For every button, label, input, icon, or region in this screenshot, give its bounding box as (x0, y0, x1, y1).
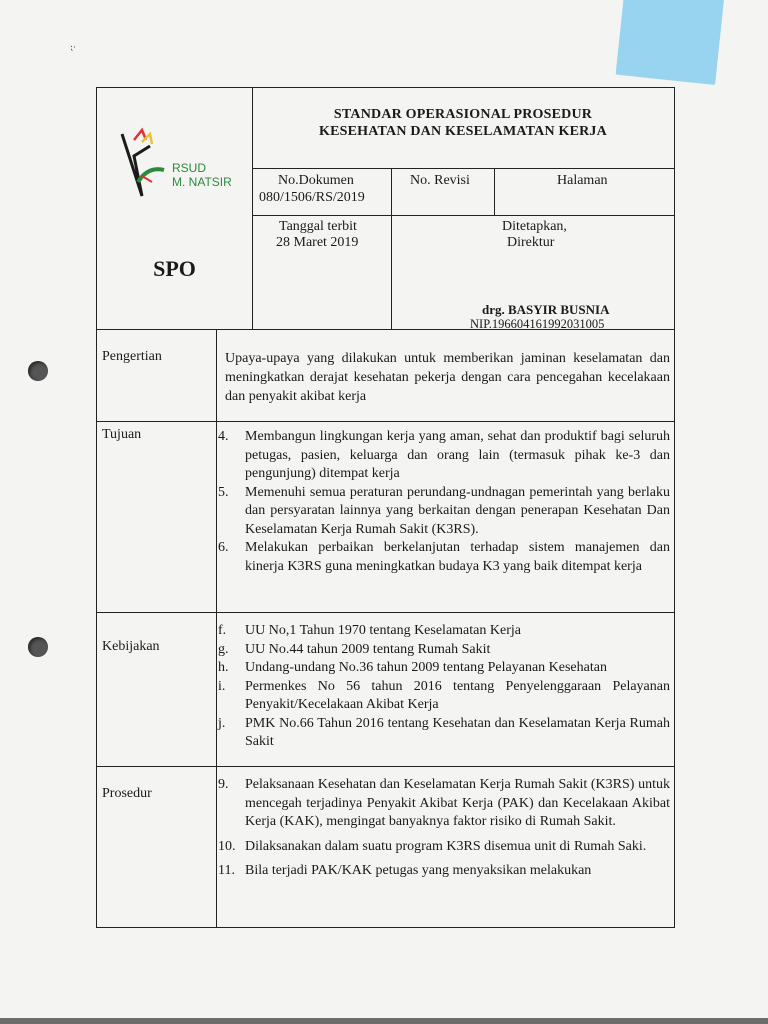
approved-label: Ditetapkan, (502, 219, 567, 234)
list-item: j. PMK No.66 Tahun 2016 tentang Kesehatan dan Keselamatan Kerja Rumah Sakit (218, 715, 670, 749)
issue-date: 28 Maret 2019 (276, 235, 359, 250)
pengertian-label: Pengertian (102, 349, 162, 364)
logo-text-rsud: RSUD (172, 161, 207, 175)
list-item: 11. Bila terjadi PAK/KAK petugas yang menyaksikan melakukan (218, 863, 592, 878)
tujuan-list (218, 428, 670, 576)
approver-nip: NIP.196604161992031005 (470, 317, 605, 331)
approver-name: drg. BASYIR BUSNIA (482, 302, 610, 317)
spo-label: SPO (153, 256, 196, 281)
punch-hole (28, 637, 48, 657)
list-item: h. Undang-undang No.36 tahun 2009 tentang Pelayanan Kesehatan (218, 660, 607, 675)
list-item: i. Permenkes No 56 tahun 2016 tentang Penyelenggaraan Pelayanan Penyakit/Kecelakaan Akibat Kerja (218, 678, 670, 712)
pengertian-text: Upaya-upaya yang dilakukan untuk memberikan jaminan keselamatan dan meningkatkan derajat kesehatan pekerja dengan cara pencegahan kecelakaan dan penyakit akibat kerja (225, 351, 670, 404)
kebijakan-label: Kebijakan (102, 639, 160, 654)
punch-hole (28, 361, 48, 381)
kebijakan-list (218, 622, 670, 752)
list-item: 5. Memenuhi semua peraturan perundang-undnagan pemerintah yang berlaku dan persyaratan lainnya yang berkaitan dengan penerapan Kesehatan Dan Keselamatan Kerja Rumah Sakit (K3RS). (218, 484, 670, 537)
page-label: Halaman (557, 173, 608, 188)
doc-no-value: 080/1506/RS/2019 (259, 190, 365, 205)
list-item: g. UU No.44 tahun 2009 tentang Rumah Sakit (218, 641, 491, 657)
list-item: 6. Melakukan perbaikan berkelanjutan terhadap sistem manajemen dan kinerja K3RS guna meningkatkan budaya K3 yang baik ditempat kerja (218, 540, 670, 574)
scan-speck: ⁏· (70, 42, 77, 52)
scan-edge (0, 1018, 768, 1024)
tujuan-label: Tujuan (102, 427, 142, 442)
list-item: f. UU No,1 Tahun 1970 tentang Keselamatan Kerja (218, 623, 521, 638)
prosedur-list (218, 776, 670, 881)
list-item: 4. Membangun lingkungan kerja yang aman, sehat dan produktif bagi seluruh petugas, pasien, keluarga dan orang lain (termasuk pihak ke-3 dan pengunjung) ditempat kerja (218, 429, 670, 481)
logo-text-name: M. NATSIR (172, 175, 232, 189)
doc-no-label: No.Dokumen (278, 173, 354, 188)
tape-strip (616, 0, 725, 85)
document-title: STANDAR OPERASIONAL PROSEDUR KESEHATAN DAN KESELAMATAN KERJA (319, 107, 607, 139)
issue-label: Tanggal terbit (279, 219, 357, 234)
list-item: 10. Dilaksanakan dalam suatu program K3RS disemua unit di Rumah Saki. (218, 838, 647, 854)
approver-title: Direktur (507, 235, 555, 250)
prosedur-label: Prosedur (102, 786, 152, 801)
list-item: 9. Pelaksanaan Kesehatan dan Keselamatan Kerja Rumah Sakit (K3RS) untuk mencegah terjadinya Penyakit Akibat Kerja (PAK) dan Kecelakaan Akibat Kerja (KAK), mengingat banyaknya faktor risiko di Rumah Sakit. (218, 777, 670, 829)
revision-label: No. Revisi (410, 173, 470, 188)
